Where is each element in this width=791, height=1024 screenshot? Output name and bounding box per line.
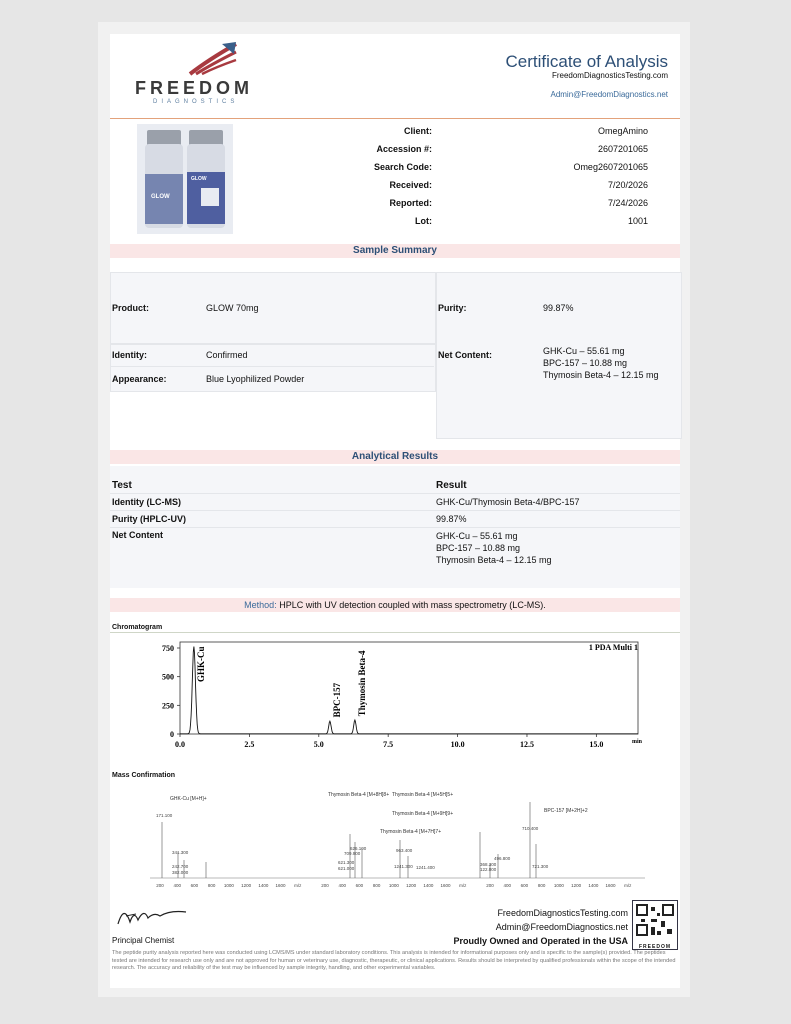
header-divider — [110, 118, 680, 119]
test-cell: Net Content — [112, 530, 163, 540]
x-tick-label: 12.5 — [519, 740, 534, 749]
row-divider — [110, 527, 680, 528]
mass-axis-tick: 200 — [156, 883, 164, 888]
mass-axis-tick: 400 — [173, 883, 181, 888]
result-cell — [436, 530, 552, 566]
peak-label: BPC-157 — [331, 682, 342, 718]
sample-summary-heading: Sample Summary — [110, 244, 680, 258]
qr-label: FREEDOM — [639, 944, 671, 950]
row-divider — [110, 510, 680, 511]
detail-row-reported — [282, 194, 648, 212]
test-cell: Purity (HPLC-UV) — [112, 514, 186, 524]
vial-label-2: GLOW — [191, 176, 207, 182]
method-text: HPLC with UV detection coupled with mass spectrometry (LC-MS). — [279, 600, 546, 610]
method-band — [110, 598, 680, 612]
x-unit-label: min — [632, 739, 643, 745]
x-tick-label: 7.5 — [383, 740, 394, 749]
mass-ion-label: Thymosin Beta-4 [M+7H]7+ — [380, 829, 442, 835]
net-content-line: Thymosin Beta-4 – 12.15 mg — [436, 555, 552, 565]
mass-axis-tick: 600 — [355, 883, 364, 888]
footer-tagline: Proudly Owned and Operated in the USA — [453, 936, 628, 946]
chromatogram-chart — [110, 634, 680, 764]
appearance-value: Blue Lyophilized Powder — [206, 374, 305, 384]
mass-axis-tick: 1600 — [440, 883, 451, 888]
mass-axis-tick: 1600 — [605, 883, 616, 888]
page-title: Certificate of Analysis — [505, 52, 668, 71]
mass-value: 1241.400 — [416, 865, 435, 870]
mass-axis-tick: 1000 — [388, 883, 399, 888]
purity-value: 99.87% — [543, 303, 574, 313]
mass-axis-tick: 1400 — [423, 883, 434, 888]
detail-value: 7/20/2026 — [607, 180, 648, 190]
col-test-header: Test — [112, 480, 132, 491]
identity-value: Confirmed — [206, 350, 248, 360]
chromatogram-heading: Chromatogram — [112, 624, 163, 631]
mass-axis-tick: 1200 — [406, 883, 417, 888]
mass-axis-tick: 400 — [338, 883, 346, 888]
mass-value: 621.000 — [338, 866, 355, 871]
mass-value: 496.800 — [494, 856, 511, 861]
principal-chemist-label: Principal Chemist — [112, 936, 175, 945]
x-tick-label: 15.0 — [589, 740, 604, 749]
detail-value: 1001 — [627, 216, 648, 226]
mass-axis-tick: 1000 — [223, 883, 234, 888]
x-tick-label: 0.0 — [175, 740, 185, 749]
mass-axis-tick: 200 — [486, 883, 494, 888]
detail-label: Client: — [404, 126, 432, 136]
mass-value: 122.000 — [480, 867, 497, 872]
detail-value: 2607201065 — [597, 144, 648, 154]
peak-label: Thymosin Beta-4 — [356, 650, 367, 717]
mass-confirmation-heading: Mass Confirmation — [112, 772, 176, 779]
net-content-label: Net Content: — [438, 350, 492, 360]
certificate-sheet — [110, 34, 680, 988]
header-website[interactable]: FreedomDiagnosticsTesting.com — [551, 71, 668, 80]
y-tick-label: 0 — [170, 730, 174, 739]
net-content-line: BPC-157 – 10.88 mg — [436, 543, 521, 553]
appearance-label: Appearance: — [112, 374, 167, 384]
detail-row-lot — [282, 212, 648, 230]
vials-illustration — [137, 124, 233, 234]
result-cell: GHK-Cu/Thymosin Beta-4/BPC-157 — [436, 497, 580, 507]
detail-label: Received: — [389, 180, 432, 190]
detail-label: Lot: — [415, 216, 432, 226]
peak-label: GHK-Cu — [195, 646, 206, 682]
y-tick-label: 500 — [162, 672, 174, 682]
qr-code[interactable] — [632, 900, 678, 950]
detail-row-client — [282, 122, 648, 140]
chromatogram-divider — [110, 632, 680, 633]
mass-axis-tick: 200 — [321, 883, 329, 888]
mass-spectrum-chart — [150, 782, 680, 894]
purity-label: Purity: — [438, 303, 467, 313]
certificate-page — [98, 22, 690, 997]
analytical-results-heading: Analytical Results — [110, 450, 680, 464]
mass-axis-tick: 1000 — [553, 883, 564, 888]
mass-ion-label: Thymosin Beta-4 [M+5H]5+ — [392, 792, 454, 798]
detail-label: Accession #: — [376, 144, 432, 154]
mass-value: 621.300 — [338, 860, 355, 865]
logo-wordmark: FREEDOM — [135, 78, 253, 98]
mass-axis-tick: 800 — [372, 883, 381, 888]
row-divider — [110, 493, 680, 494]
qr-code-icon — [633, 901, 677, 939]
detail-value: OmegAmino — [597, 126, 648, 136]
product-label: Product: — [112, 303, 149, 313]
product-vials-image — [137, 124, 233, 234]
footer-website[interactable]: FreedomDiagnosticsTesting.com — [497, 908, 628, 918]
mass-axis-tick: 800 — [207, 883, 216, 888]
mass-value: 368.300 — [480, 862, 497, 867]
logo-subtext: DIAGNOSTICS — [153, 99, 239, 105]
net-content-values — [543, 345, 659, 381]
plot-frame — [180, 642, 638, 734]
mass-value: 710.400 — [522, 826, 539, 831]
identity-label: Identity: — [112, 350, 147, 360]
mass-value: 721.300 — [532, 864, 549, 869]
product-box — [110, 272, 436, 344]
mass-value: 341.300 — [172, 850, 189, 855]
vial-label-1: GLOW — [151, 194, 170, 200]
mass-axis-tick: 1200 — [571, 883, 582, 888]
detail-row-accession — [282, 140, 648, 158]
mass-axis-tick: 400 — [503, 883, 511, 888]
logo-flag-icon — [188, 40, 240, 76]
mass-axis-tick: 1200 — [241, 883, 252, 888]
signature-image — [114, 900, 194, 930]
mass-axis-tick: m/z — [294, 883, 302, 888]
detail-label: Search Code: — [373, 162, 432, 172]
result-cell: 99.87% — [436, 514, 467, 524]
detail-row-received — [282, 176, 648, 194]
header-email[interactable]: Admin@FreedomDiagnostics.net — [550, 90, 668, 99]
mass-value: 242.700 — [172, 864, 189, 869]
row-divider — [110, 366, 434, 367]
detail-value: 7/24/2026 — [607, 198, 648, 208]
footer-email[interactable]: Admin@FreedomDiagnostics.net — [495, 922, 628, 932]
mass-value: 626.100 — [350, 846, 367, 851]
mass-ion-label: BPC-157 [M+2H]+2 — [544, 808, 588, 814]
net-content-line: GHK-Cu – 55.61 mg — [436, 531, 518, 541]
x-tick-label: 10.0 — [450, 740, 465, 749]
mass-value: 1241.300 — [394, 864, 413, 869]
method-label: Method: — [244, 600, 277, 610]
detector-label: 1 PDA Multi 1 — [588, 643, 638, 652]
identity-appearance-box — [110, 344, 436, 392]
mass-axis-tick: 1400 — [258, 883, 269, 888]
x-tick-label: 2.5 — [244, 740, 255, 749]
disclaimer-text: The peptide purity analysis reported here was conducted using LCMS/MS under standard laboratory conditions. This analysis is intended for informational purposes only and is specific to the sample(s) provided. The peptides tested are intended for research use only and are not approved for human or veterinary use, diagnostic, therapeutic, or clinical applications. Results should be interpreted by qualified professionals within the scope of the intended research. The accuracy and reliability of the test may be influenced by sample integrity, handling, and other experimental variables. — [112, 950, 676, 971]
mass-value: 382.000 — [172, 870, 189, 875]
product-value: GLOW 70mg — [206, 303, 259, 313]
net-content-line: GHK-Cu – 55.61 mg — [543, 346, 625, 356]
x-tick-label: 5.0 — [313, 740, 324, 749]
detail-row-search-code — [282, 158, 648, 176]
mass-ion-label: Thymosin Beta-4 [M+8H]8+ — [328, 792, 390, 798]
mass-value: 709.900 — [344, 851, 361, 856]
mass-ion-label: Thymosin Beta-4 [M+9H]9+ — [392, 811, 454, 817]
y-tick-label: 750 — [162, 644, 174, 653]
mass-value: 171.100 — [156, 813, 173, 818]
mass-ion-label: GHK-Cu [M+H]+ — [170, 796, 207, 802]
test-cell: Identity (LC-MS) — [112, 497, 181, 507]
detail-value: Omeg2607201065 — [573, 162, 648, 172]
mass-axis-tick: m/z — [459, 883, 467, 888]
mass-axis-tick: 1600 — [275, 883, 286, 888]
col-result-header: Result — [436, 480, 467, 491]
mass-axis-tick: 1400 — [588, 883, 599, 888]
mass-value: 963.400 — [396, 848, 413, 853]
y-tick-label: 250 — [162, 701, 174, 711]
net-content-line: BPC-157 – 10.88 mg — [543, 358, 628, 368]
mass-axis-tick: 600 — [190, 883, 199, 888]
net-content-line: Thymosin Beta-4 – 12.15 mg — [543, 370, 659, 380]
mass-axis-tick: 600 — [520, 883, 529, 888]
detail-label: Reported: — [389, 198, 432, 208]
chromatogram-trace — [180, 647, 638, 734]
mass-axis-tick: m/z — [624, 883, 632, 888]
mass-axis-tick: 800 — [537, 883, 546, 888]
details-block — [282, 122, 648, 230]
